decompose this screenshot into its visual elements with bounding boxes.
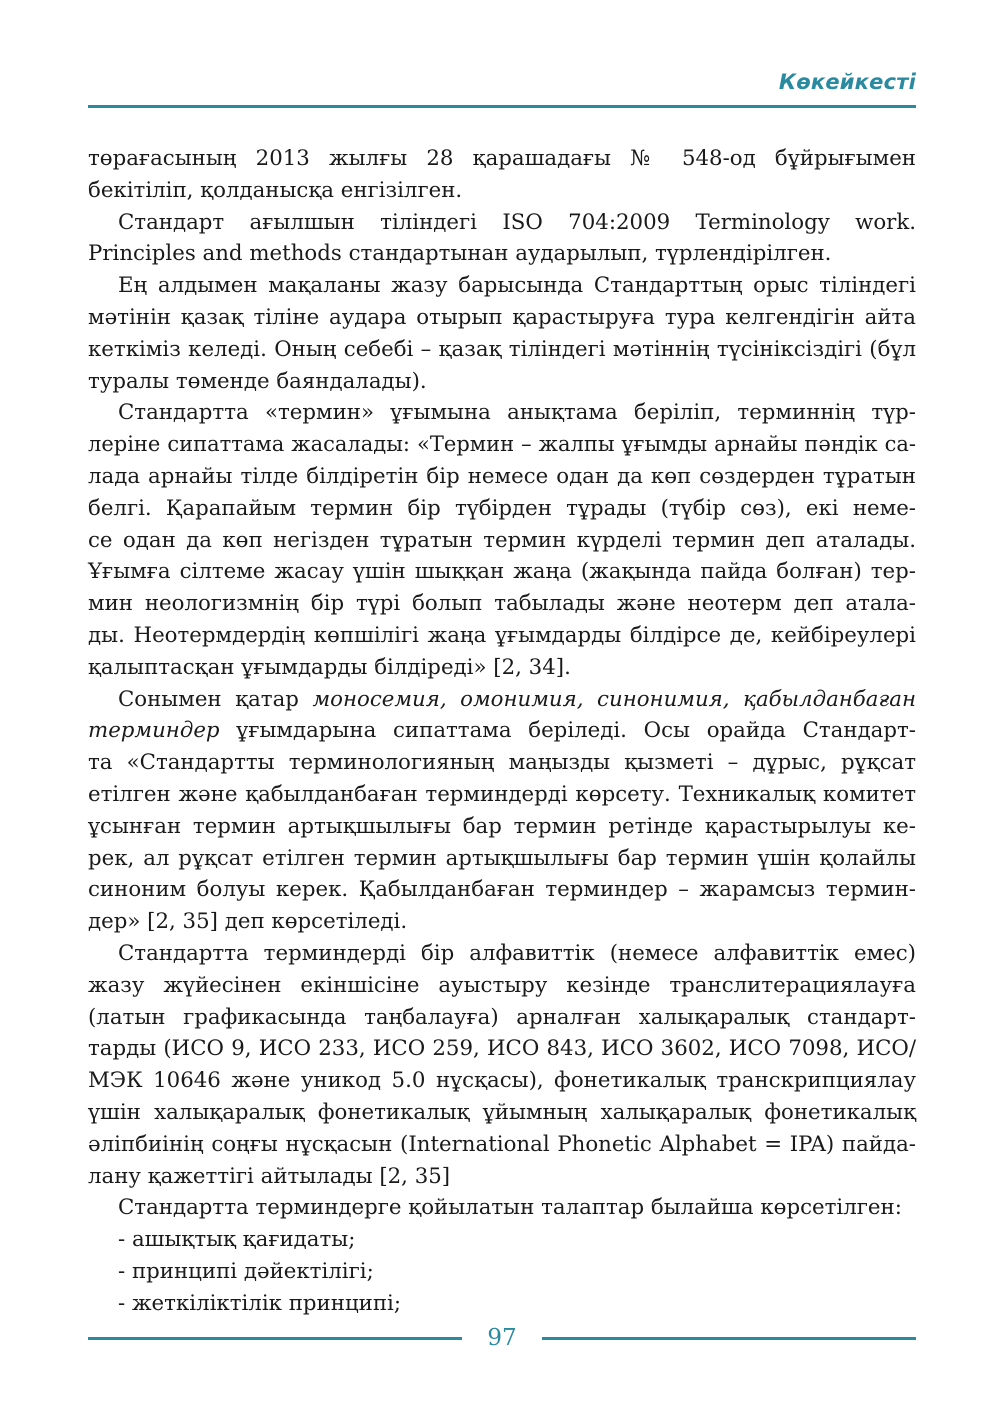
running-header-title: Көкейкесті [778,70,916,94]
paragraph-first-line [88,684,916,716]
text-line: ды. Неотермдердің көпшілігі жаңа ұғымдарды білдірсе де, кейбіреулері [88,622,916,648]
text-line: МЭК 10646 және уникод 5.0 нұсқасы), фонетикалық транскрипциялау [88,1068,916,1094]
list-item: - принципі дәйектілігі; [118,1258,374,1284]
text-line: жазу жүйесінен екіншісіне ауыстыру кезінде транслитерациялауға [88,972,916,998]
text-line [88,715,916,747]
text-line: бекітіліп, қолданысқа енгізілген. [88,177,463,203]
paragraph-first-line: Стандартта терминдерге қойылатын талаптар былайша көрсетілген: [118,1195,902,1221]
footer-rule-left [88,1337,462,1340]
text-line: рек, ал рұқсат етілген термин артықшылығы бар термин үшін қолайлы [88,845,916,871]
list-item: - ашықтық қағидаты; [118,1227,356,1253]
text-line: синоним болуы керек. Қабылданбаған терминдер – жарамсыз термин- [88,877,916,903]
text-run: Сонымен қатар [118,686,313,712]
text-line: етілген және қабылданбаған терминдерді көрсету. Техникалық комитет [88,781,916,807]
text-line: ұсынған термин артықшылығы бар термин ретінде қарастырылуы ке- [88,813,916,839]
text-line: қалыптасқан ұғымдарды білдіреді» [2, 34]. [88,654,571,680]
text-line: туралы төменде баяндалады). [88,368,427,394]
text-line: та «Стандартты терминологияның маңызды қызметі – дұрыс, рұқсат [88,750,916,776]
text-line: мин неологизмнің бір түрі болып табылады және неотерм деп атала- [88,591,916,617]
text-line: леріне сипаттама жасалады: «Термин – жалпы ұғымды арнайы пәндік са- [88,432,916,457]
text-line: лада арнайы тілде білдіретін бір немесе одан да көп сөздерден тұратын [88,463,916,489]
text-line: Ұғымға сілтеме жасау үшін шыққан жаңа (жақында пайда болған) тер- [88,559,916,585]
text-line: мәтінін қазақ тіліне аудара отырып қарастыруға тура келгендігін айта [88,304,916,330]
text-line: тарды (ИСО 9, ИСО 233, ИСО 259, ИСО 843, ИСО 3602, ИСО 7098, ИСО/ [88,1036,916,1062]
page-number: 97 [487,1325,517,1351]
italic-term: терминдер [88,718,220,744]
text-line: (латын графикасында таңбалауға) арналған халықаралық стандарт- [88,1004,916,1030]
text-line: төрағасының 2013 жылғы 28 қарашадағы № 548-од бұйрығымен [88,146,916,171]
paragraph-first-line: Стандартта терминдерді бір алфавиттік (немесе алфавиттік емес) [118,940,916,966]
text-line: үшін халықаралық фонетикалық ұйымның халықаралық фонетикалық [88,1099,916,1125]
text-line: дер» [2, 35] деп көрсетіледі. [88,909,408,935]
paragraph-first-line: Ең алдымен мақаланы жазу барысында Стандарттың орыс тіліндегі [118,273,916,299]
text-line: се одан да көп негізден тұратын термин күрделі термин деп аталады. [88,527,916,553]
text-line: белгі. Қарапайым термин бір түбірден тұрады (түбір сөз), екі неме- [88,495,916,521]
text-run: ұғымдарына сипаттама беріледі. Осы орайда Стандарт- [219,718,916,744]
text-line: лану қажеттігі айтылады [2, 35] [88,1163,451,1189]
footer-rule-right [542,1337,916,1340]
header-rule [88,105,916,108]
paragraph-first-line: Стандартта «термин» ұғымына анықтама беріліп, терминнің түр- [118,400,916,426]
article-body [88,143,916,1319]
text-line: кеткіміз келеді. Оның себебі – қазақ тіліндегі мәтіннің түсініксіздігі (бұл [88,336,916,362]
paragraph-first-line: Стандарт ағылшын тіліндегі ISO 704:2009 Terminology work. [118,209,916,235]
list-item: - жеткіліктілік принципі; [118,1290,402,1316]
italic-term-list: моносемия, омонимия, синонимия, қабылданбаған [312,686,916,712]
text-line: Principles and methods стандартынан аударылып, түрлендірілген. [88,241,832,267]
text-line: әліпбиінің соңғы нұсқасын (International Phonetic Alphabet = IPA) пайда- [88,1131,916,1157]
